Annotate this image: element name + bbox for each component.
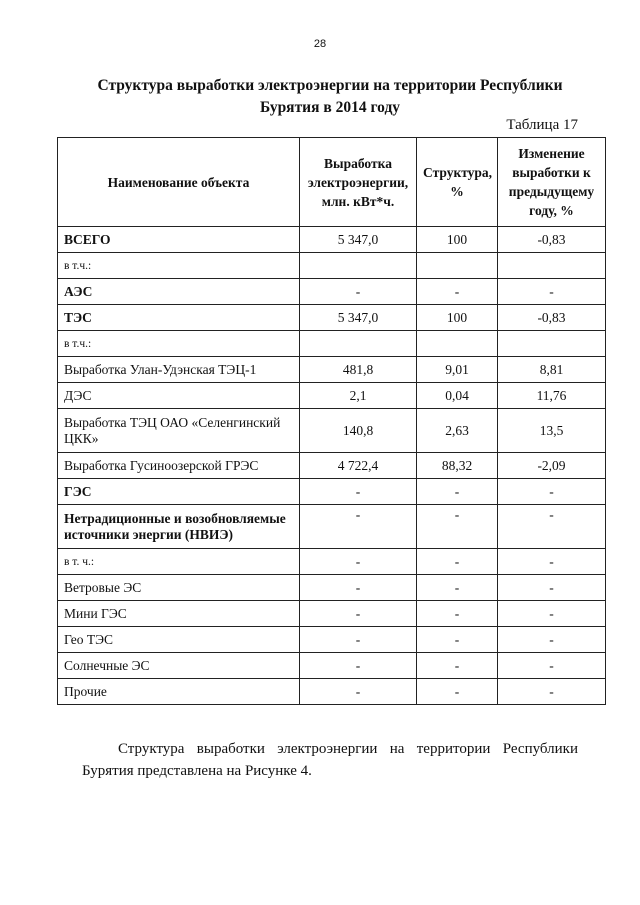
row-output: - — [300, 679, 417, 705]
row-change: - — [498, 279, 606, 305]
row-name: в т.ч.: — [58, 253, 300, 279]
table-row — [58, 679, 606, 705]
table-row — [58, 505, 606, 549]
row-structure: - — [417, 653, 498, 679]
body-paragraph: Структура выработки электроэнергии на территории Республики Бурятия представлена на Рисунке 4. — [82, 741, 578, 779]
row-output: - — [300, 575, 417, 601]
table-row — [58, 279, 606, 305]
row-structure — [417, 331, 498, 357]
row-name: Гео ТЭС — [58, 627, 300, 653]
row-structure: - — [417, 679, 498, 705]
table-row — [58, 479, 606, 505]
row-structure: - — [417, 601, 498, 627]
row-output: - — [300, 601, 417, 627]
row-structure: 9,01 — [417, 357, 498, 383]
row-name: Прочие — [58, 679, 300, 705]
row-output — [300, 331, 417, 357]
row-structure: - — [417, 549, 498, 575]
row-structure: 2,63 — [417, 409, 498, 453]
row-change: 13,5 — [498, 409, 606, 453]
header-output: Выработка электроэнергии, млн. кВт*ч. — [300, 138, 417, 227]
title-line-2: Бурятия в 2014 году — [259, 99, 401, 116]
row-name: ТЭС — [58, 305, 300, 331]
row-structure: 100 — [417, 227, 498, 253]
row-change: - — [498, 679, 606, 705]
row-output: 2,1 — [300, 383, 417, 409]
row-output: 4 722,4 — [300, 453, 417, 479]
row-name: ДЭС — [58, 383, 300, 409]
row-structure: 88,32 — [417, 453, 498, 479]
row-change — [498, 331, 606, 357]
header-change: Изменение выработки к предыдущему году, % — [498, 138, 606, 227]
row-name: в т. ч.: — [58, 549, 300, 575]
row-name: ВСЕГО — [58, 227, 300, 253]
row-change: - — [498, 505, 606, 549]
row-change: -0,83 — [498, 227, 606, 253]
table-label: Таблица 17 — [506, 117, 578, 133]
electricity-structure-table — [57, 137, 606, 705]
table-row — [58, 305, 606, 331]
row-change: - — [498, 627, 606, 653]
row-name: в т.ч.: — [58, 331, 300, 357]
row-change: - — [498, 653, 606, 679]
table-row — [58, 383, 606, 409]
row-output: 5 347,0 — [300, 305, 417, 331]
row-output: - — [300, 505, 417, 549]
row-structure: - — [417, 279, 498, 305]
row-structure: - — [417, 575, 498, 601]
row-name: ГЭС — [58, 479, 300, 505]
row-change: 11,76 — [498, 383, 606, 409]
row-change: - — [498, 601, 606, 627]
table-row — [58, 253, 606, 279]
row-change: - — [498, 549, 606, 575]
table-row — [58, 653, 606, 679]
row-change: - — [498, 479, 606, 505]
title-line-1: Структура выработки электроэнергии на территории Республики — [97, 77, 563, 94]
row-change: - — [498, 575, 606, 601]
row-change: -2,09 — [498, 453, 606, 479]
table-row — [58, 575, 606, 601]
header-structure: Структура, % — [417, 138, 498, 227]
row-output: - — [300, 549, 417, 575]
row-output: - — [300, 279, 417, 305]
table-row — [58, 549, 606, 575]
row-name: Солнечные ЭС — [58, 653, 300, 679]
row-output: - — [300, 627, 417, 653]
table-row — [58, 453, 606, 479]
row-output: 140,8 — [300, 409, 417, 453]
row-structure: 0,04 — [417, 383, 498, 409]
row-structure: - — [417, 627, 498, 653]
row-name: Выработка ТЭЦ ОАО «Селенгинский ЦКК» — [58, 409, 300, 453]
row-name: Выработка Гусиноозерской ГРЭС — [58, 453, 300, 479]
row-structure: - — [417, 505, 498, 549]
row-change — [498, 253, 606, 279]
table-row — [58, 409, 606, 453]
header-name: Наименование объекта — [58, 138, 300, 227]
row-output — [300, 253, 417, 279]
row-change: 8,81 — [498, 357, 606, 383]
page-number: 28 — [313, 38, 327, 50]
row-output: - — [300, 653, 417, 679]
row-output: 5 347,0 — [300, 227, 417, 253]
table-row — [58, 357, 606, 383]
row-structure: 100 — [417, 305, 498, 331]
table-row — [58, 627, 606, 653]
row-name: Мини ГЭС — [58, 601, 300, 627]
row-name: Ветровые ЭС — [58, 575, 300, 601]
document-title — [60, 75, 600, 119]
row-name: Нетрадиционные и возобновляемые источники энергии (НВИЭ) — [58, 505, 300, 549]
table-row — [58, 601, 606, 627]
row-name: АЭС — [58, 279, 300, 305]
row-output: - — [300, 479, 417, 505]
row-structure: - — [417, 479, 498, 505]
table-row — [58, 227, 606, 253]
row-name: Выработка Улан-Удэнская ТЭЦ-1 — [58, 357, 300, 383]
row-change: -0,83 — [498, 305, 606, 331]
table-row — [58, 331, 606, 357]
row-structure — [417, 253, 498, 279]
row-output: 481,8 — [300, 357, 417, 383]
